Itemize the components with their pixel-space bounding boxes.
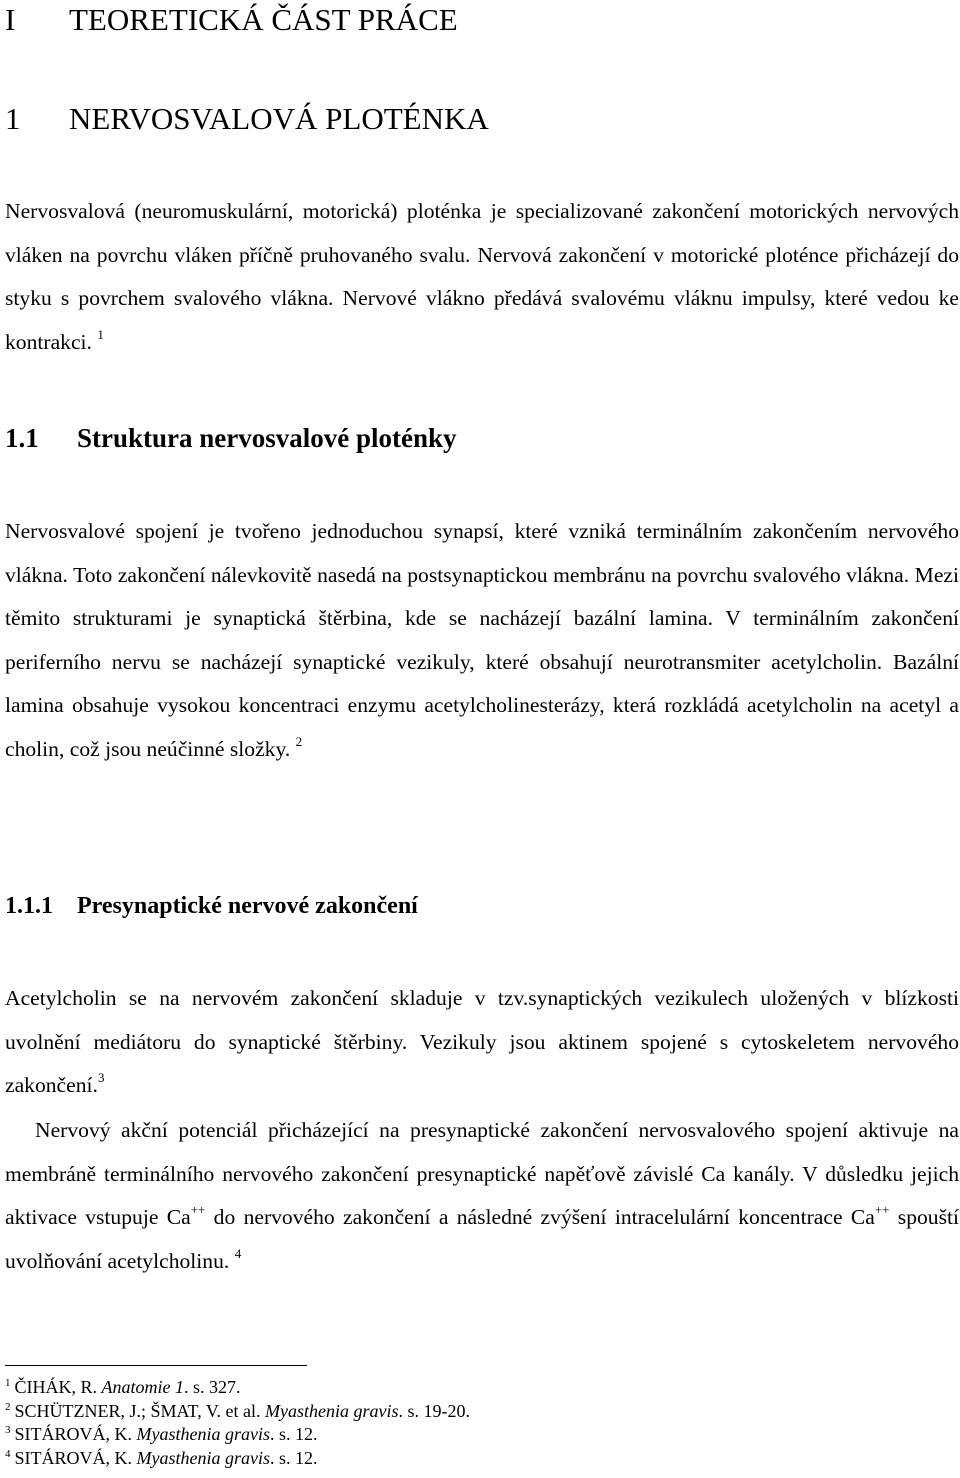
footnotes [5, 1376, 905, 1470]
footnote-item [5, 1447, 905, 1471]
intro-paragraph [5, 190, 959, 364]
subsection-heading [5, 894, 418, 918]
footnote-ref: 4 [234, 1245, 242, 1261]
footnote-title: Myasthenia gravis [136, 1447, 270, 1468]
footnote-pages: . s. 12. [270, 1447, 318, 1468]
footnote-authors: SITÁROVÁ, K. [14, 1447, 133, 1468]
footnote-number: 3 [5, 1424, 11, 1436]
subsection-heading-number: 1.1.1 [5, 893, 53, 919]
calcium-charge: ++ [874, 1202, 890, 1217]
section-heading-number: 1.1 [5, 423, 39, 453]
footnote-separator [5, 1365, 307, 1366]
part-heading-number: I [5, 2, 16, 37]
section-heading-title: Struktura nervosvalové ploténky [77, 423, 457, 453]
intro-paragraph-text: Nervosvalová (neuromuskulární, motorická) ploténka je specializované zakončení motorických nervových vláken na povrchu vláken příčně pruhovaného svalu. Nervová zakončení v motorické ploténce přicházejí do styku s povrchem svalového vlákna. Nervové vlákno předává svalovému vláknu impulsy, které vedou ke kontrakci. [5, 199, 959, 354]
footnote-item [5, 1376, 905, 1400]
footnote-pages: . s. 12. [270, 1424, 318, 1444]
subsection-paragraph-2-part2: do nervového zakončení a následné zvýšení intracelulární koncentrace Ca [205, 1205, 875, 1229]
footnote-authors: SCHÜTZNER, J.; ŠMAT, V. et al. [14, 1400, 261, 1421]
chapter-heading-number: 1 [5, 101, 21, 136]
section-paragraph [5, 510, 959, 771]
footnote-ref: 2 [295, 733, 303, 749]
footnote-ref: 3 [97, 1070, 105, 1085]
calcium-charge: ++ [190, 1202, 206, 1217]
footnote-number: 2 [5, 1400, 11, 1413]
part-heading [5, 4, 458, 35]
footnote-item [5, 1400, 905, 1424]
part-heading-title: TEORETICKÁ ČÁST PRÁCE [69, 2, 458, 37]
footnote-item [5, 1423, 905, 1447]
footnote-title: Anatomie 1 [101, 1377, 185, 1397]
subsection-paragraph-2 [5, 1109, 959, 1283]
footnote-ref: 1 [97, 326, 104, 342]
footnote-title: Myasthenia gravis [265, 1400, 399, 1421]
section-paragraph-text: Nervosvalové spojení je tvořeno jednoduchou synapsí, které vzniká terminálním zakončením nervového vlákna. Toto zakončení nálevkovitě nasedá na postsynaptickou membránu na povrchu svalového vlákna. Mezi těmito strukturami je synaptická štěrbina, kde se nacházejí bazální lamina. V terminálním zakončení periferního nervu se nacházejí synaptické vezikuly, které obsahují neurotransmiter acetylcholin. Bazální lamina obsahuje vysokou koncentraci enzymu acetylcholinesterázy, která rozkládá acetylcholin na acetyl a cholin, což jsou neúčinné složky. [5, 519, 959, 761]
subsection-paragraph-2-part1: Nervový akční potenciál přicházející na presynaptické zakončení nervosvalového spojení aktivuje na membráně terminálního nervového zakončení presynaptické napěťově závislé Ca kanály. V důsledku jejich aktivace vstupuje Ca [5, 1118, 959, 1229]
section-heading [5, 425, 457, 452]
subsection-paragraph-2-part3: spouští uvolňování acetylcholinu. [5, 1205, 959, 1273]
footnote-number: 4 [5, 1447, 11, 1460]
footnote-number: 1 [5, 1377, 11, 1389]
subsection-paragraph-1 [5, 977, 959, 1108]
footnote-authors: ČIHÁK, R. [14, 1377, 98, 1397]
footnote-authors: SITÁROVÁ, K. [14, 1424, 133, 1444]
subsection-paragraph-1-text: Acetylcholin se na nervovém zakončení skladuje v tzv.synaptických vezikulech uložených v blízkosti uvolnění mediátoru do synaptické štěrbiny. Vezikuly jsou aktinem spojené s cytoskeletem nervového zakončení. [5, 986, 959, 1097]
footnote-pages: . s. 327. [184, 1377, 241, 1397]
footnote-title: Myasthenia gravis [136, 1424, 270, 1444]
chapter-heading-title: NERVOSVALOVÁ PLOTÉNKA [69, 101, 489, 136]
subsection-heading-title: Presynaptické nervové zakončení [77, 893, 418, 919]
footnote-pages: . s. 19-20. [398, 1400, 471, 1421]
chapter-heading [5, 103, 489, 134]
